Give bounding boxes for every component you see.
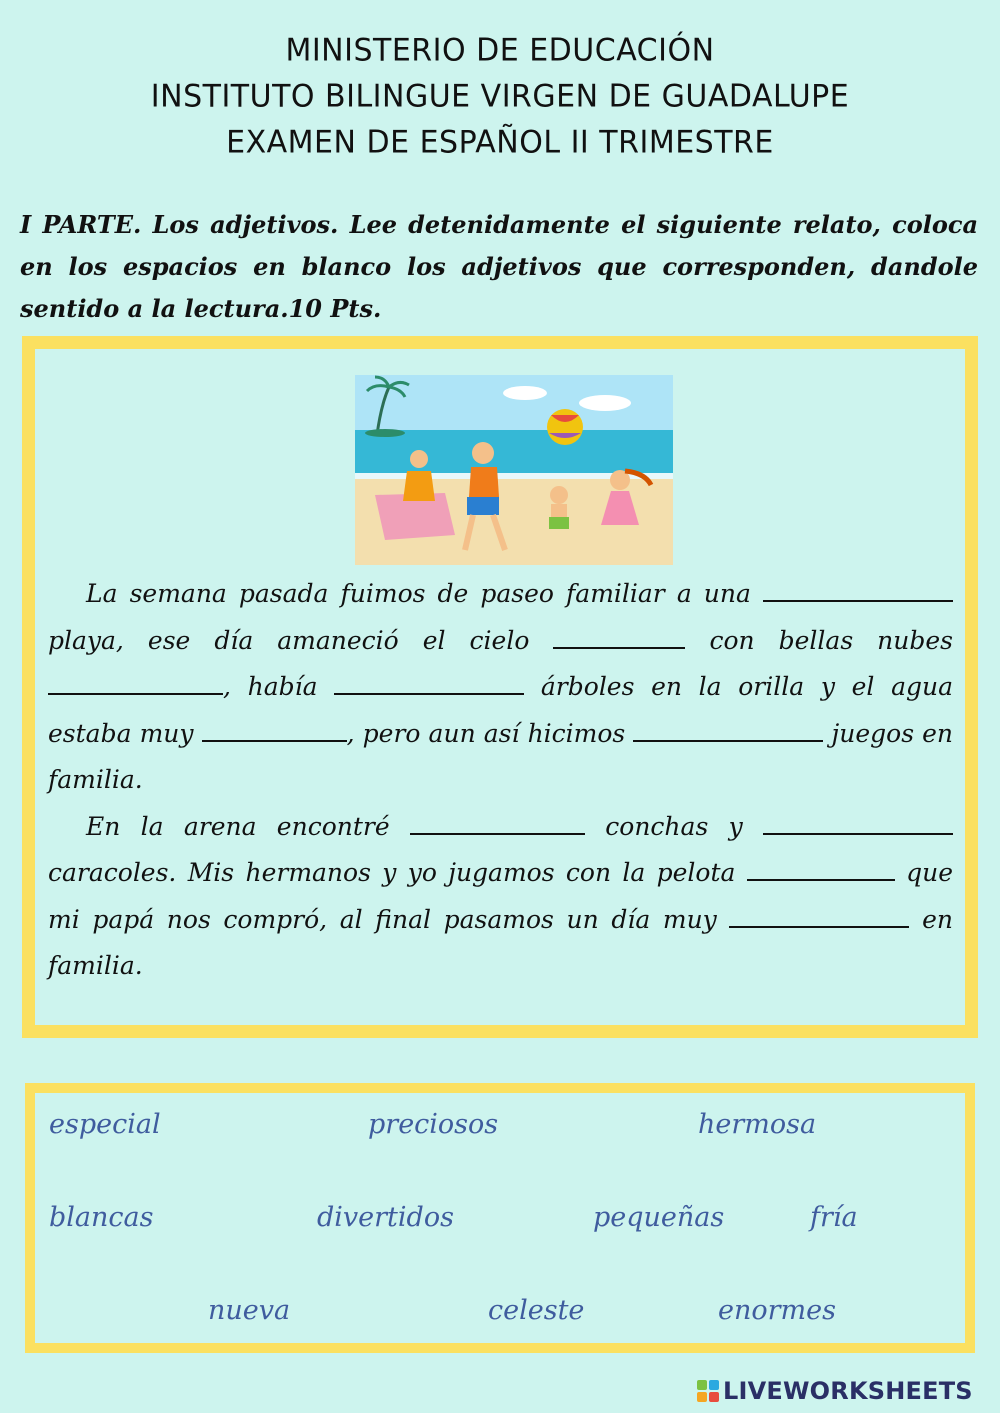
word-bank-item[interactable]: enormes xyxy=(718,1295,836,1326)
logo-square xyxy=(709,1380,719,1390)
story-text-segment: La semana pasada fuimos de paseo familiar a una xyxy=(86,579,751,608)
story-text-segment: playa, ese día amaneció el cielo xyxy=(48,625,530,655)
story-text-segment: que mi papá nos compró, al final pasamos un día muy xyxy=(48,858,953,934)
liveworksheets-brand[interactable] xyxy=(697,1377,973,1405)
father-head xyxy=(472,442,494,464)
word-bank-item[interactable]: pequeñas xyxy=(593,1202,725,1233)
institute-title: INSTITUTO BILINGUE VIRGEN DE GUADALUPE xyxy=(150,78,850,115)
boy-head xyxy=(550,486,568,504)
logo-square xyxy=(697,1380,707,1390)
blank-9[interactable] xyxy=(747,857,895,881)
word-bank-item[interactable]: blancas xyxy=(49,1202,154,1233)
story-box xyxy=(22,336,978,1038)
story-text-segment: en familia. xyxy=(48,904,953,980)
story-text-segment: En la arena encontré xyxy=(86,811,390,841)
story-paragraph-2 xyxy=(48,804,953,990)
mother-head xyxy=(410,450,428,468)
story-text-segment: , pero aun así hicimos xyxy=(346,718,626,748)
blank-4[interactable] xyxy=(334,671,524,695)
cloud xyxy=(503,386,547,400)
exam-header xyxy=(0,28,1000,166)
story-text-segment: árboles en la orilla y el agua estaba muy xyxy=(48,672,953,748)
blank-2[interactable] xyxy=(553,625,685,649)
story-paragraph-1 xyxy=(48,571,953,804)
word-bank-item[interactable]: especial xyxy=(49,1109,161,1140)
instructions: I PARTE. Los adjetivos. Lee detenidamente el siguiente relato, coloca en los espacios en blanco los adjetivos que corresponden, dandole sentido a la lectura.10 Pts. xyxy=(20,210,978,323)
word-bank-item[interactable]: divertidos xyxy=(317,1202,454,1233)
blank-10[interactable] xyxy=(729,904,909,928)
story-text-segment: con bellas nubes xyxy=(709,625,954,655)
blank-1[interactable] xyxy=(763,578,953,602)
logo-square xyxy=(697,1392,707,1402)
island xyxy=(365,429,405,437)
story-text-segment: caracoles. Mis hermanos y yo jugamos con la pelota xyxy=(48,858,736,887)
story-text-segment: conchas y xyxy=(605,811,743,841)
story-text-segment: , había xyxy=(223,672,318,701)
cloud xyxy=(579,395,631,411)
blank-5[interactable] xyxy=(202,718,347,742)
mother-body xyxy=(403,471,435,501)
blank-7[interactable] xyxy=(410,811,585,835)
word-bank-box xyxy=(25,1083,975,1353)
brand-name: LIVEWORKSHEETS xyxy=(723,1377,973,1405)
blank-3[interactable] xyxy=(48,671,223,695)
ministry-title: MINISTERIO DE EDUCACIÓN xyxy=(285,32,715,69)
beach-illustration xyxy=(355,375,673,565)
story-text xyxy=(48,571,953,990)
logo-square xyxy=(709,1392,719,1402)
word-bank-item[interactable]: fría xyxy=(810,1202,858,1233)
word-bank-item[interactable]: celeste xyxy=(488,1295,585,1326)
word-bank-item[interactable]: hermosa xyxy=(698,1109,817,1140)
exam-title: EXAMEN DE ESPAÑOL II TRIMESTRE xyxy=(226,124,774,161)
word-bank-item[interactable]: preciosos xyxy=(368,1109,499,1140)
boy-shorts xyxy=(549,517,569,529)
boy-body xyxy=(551,504,567,518)
beach-ball xyxy=(547,409,583,445)
blank-8[interactable] xyxy=(763,811,953,835)
word-bank-item[interactable]: nueva xyxy=(208,1295,291,1326)
father-shirt xyxy=(469,467,499,497)
liveworksheets-logo-icon xyxy=(697,1380,719,1402)
father-shorts xyxy=(467,497,499,515)
blank-6[interactable] xyxy=(633,718,823,742)
story-text-segment: juegos en familia. xyxy=(48,718,954,794)
